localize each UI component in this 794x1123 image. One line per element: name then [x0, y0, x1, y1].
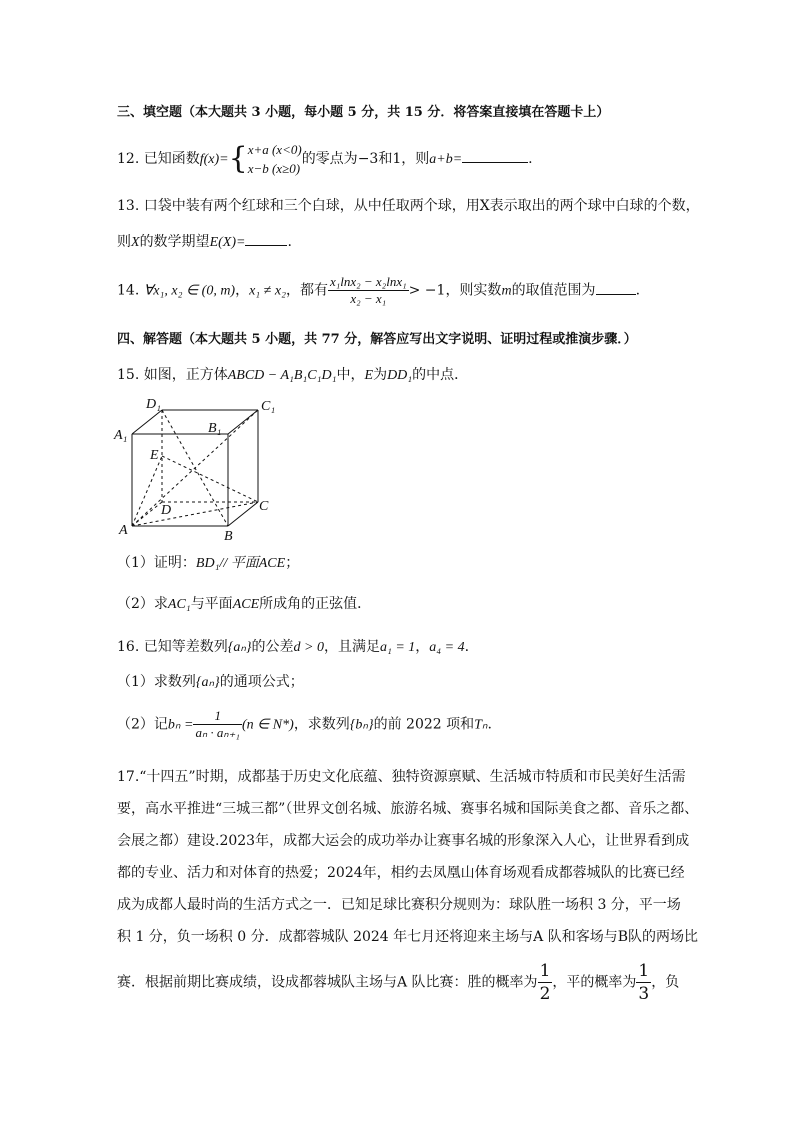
q14-forall: ∀x₁, x₂ ∈ (0, m) [143, 283, 236, 299]
q12-expr: a+b= [429, 152, 463, 167]
q17-fraction-2 [636, 960, 651, 1005]
q15-text-c: 为 [373, 367, 388, 383]
q17-f1-num: 1 [539, 961, 551, 981]
q15-number: 15. [117, 367, 140, 383]
q16-frac-num: 1 [193, 708, 242, 725]
q16-end: . [464, 639, 470, 655]
question-17-line-7 [117, 960, 679, 1006]
q15-text-a: 如图，正方体 [143, 367, 228, 383]
q17-fraction-1 [538, 960, 553, 1005]
q15-p2-a: （2）求 [117, 596, 168, 612]
brace-symbol: { [228, 141, 248, 176]
q15-p1-a: （1）证明： [117, 555, 196, 571]
q15-p1-b: BD₁// 平面 [195, 556, 259, 571]
q16-fraction [193, 708, 242, 741]
question-12 [117, 140, 533, 180]
q15-p2-c: 与平面 [190, 596, 233, 612]
q15-p1-c: ACE [258, 556, 286, 571]
q14-have: ，都有 [285, 282, 328, 299]
q14-m: m [501, 283, 512, 299]
question-13 [117, 196, 700, 216]
q12-then: ，则 [401, 151, 430, 167]
q17-number: 17. [117, 769, 140, 785]
q17-l7-a: 赛．根据前期比赛成绩，设成都蓉城队主场与A 队比赛：胜的概率为 [117, 974, 538, 991]
label-b1: B₁ [208, 421, 222, 436]
label-a1: A₁ [114, 428, 128, 443]
q12-number: 12. [117, 151, 140, 167]
section-4-title: 四、解答题（本大题共 5 小题，共 77 分，解答应写出文字说明、证明过程或推演步骤．） [117, 332, 637, 347]
q16-number: 16. [117, 639, 140, 655]
q14-comma: ， [235, 282, 250, 299]
question-17-line-3: 会展之都）建设.2023年，成都大运会的成功举办让赛事名城的形象深入人心，让世界看到成 [117, 833, 690, 849]
q16-p1-a: （1）求数列 [117, 674, 196, 690]
label-c: C [259, 499, 269, 514]
q12-fx: f(x)= [199, 152, 229, 167]
q16-seq: {aₙ} [227, 640, 252, 655]
q16-a: 已知等差数列 [143, 639, 228, 655]
q12-end: . [528, 151, 533, 167]
q16-a4: a₄ = 4 [429, 640, 465, 655]
q13-then: 则 [117, 234, 131, 250]
q17-l1: “十四五”时期，成都基于历史文化底蕴、独特资源禀赋、生活城市特质和市民美好生活需 [139, 769, 686, 785]
q15-dd1: DD₁ [387, 368, 413, 383]
q16-p1-b: 的通项公式； [219, 674, 304, 690]
q15-part-2 [117, 594, 371, 615]
q13-line-1: 口袋中装有两个红球和三个白球，从中任取两个球，用X表示取出的两个球中白球的个数， [143, 198, 700, 214]
q16-p2-t: Tₙ [474, 717, 488, 733]
q14-neq: x₁ ≠ x₂ [249, 283, 286, 299]
q16-comma: ， [415, 639, 430, 655]
q16-p2-bn: bₙ = [167, 717, 194, 733]
q13-expect: 的数学期望 [139, 234, 210, 250]
q17-l7-b: ，平的概率为 [552, 974, 637, 991]
q17-l7-c: ，负 [651, 974, 680, 991]
section-3-title: 三、填空题（本大题共 3 小题，每小题 5 分，共 15 分．将答案直接填在答题卡上） [117, 105, 610, 120]
q13-x: X [131, 235, 140, 250]
q12-and: 和 [378, 151, 393, 167]
label-a: A [119, 523, 128, 538]
q15-text-d: 的中点． [412, 367, 469, 383]
q14-frac-num: x₁lnx₂ − x₂lnx₁ [329, 274, 407, 289]
q16-p2-seq: {bₙ} [349, 717, 374, 733]
q16-p2-a: （2）记 [117, 716, 168, 733]
question-17-line-2: 要，高水平推进“三城三都”（世界文创名城、旅游名城、赛事名城和国际美食之都、音乐之都、 [117, 801, 699, 817]
q16-part-1 [117, 672, 304, 693]
q16-b: 的公差 [251, 639, 294, 655]
q17-f1-den: 2 [539, 984, 551, 1004]
q16-a1: a₁ = 1 [379, 640, 416, 655]
q12-zero-1: −3 [357, 151, 379, 167]
question-14 [117, 274, 640, 314]
question-17-line-4: 都的专业、活力和对体育的热爱；2024年，相约去凤凰山体育场观看成都蓉城队的比赛已经 [117, 865, 685, 881]
q13-answer-blank [245, 231, 287, 246]
question-16 [117, 637, 469, 658]
q15-cube: ABCD − A₁B₁C₁D₁ [227, 368, 337, 383]
q14-end: . [635, 282, 641, 299]
q14-real: ，则实数 [445, 282, 502, 299]
q13-number: 13. [117, 198, 140, 214]
q14-frac-den: x₂ − x₁ [350, 291, 387, 306]
q14-fraction [328, 274, 409, 307]
q14-range: 的取值范围为 [511, 282, 596, 299]
q17-f2-num: 1 [638, 961, 650, 981]
question-13-line-2 [117, 231, 292, 253]
q16-c: ，且满足 [323, 639, 380, 655]
q15-part-1 [117, 553, 299, 574]
q12-case-1: x+a (x<0) [247, 142, 302, 157]
q12-cases [248, 140, 302, 178]
q15-p1-d: ； [285, 555, 300, 571]
label-d1: D₁ [146, 397, 161, 412]
q15-text-b: 中， [336, 367, 365, 383]
q17-f2-den: 3 [638, 984, 650, 1004]
q13-end: . [287, 234, 292, 250]
question-17-line-5: 成为成都人最时尚的生活方式之一．已知足球比赛积分规则为：球队胜一场积 3 分，平一场 [117, 897, 681, 913]
label-e: E [150, 448, 159, 463]
q14-answer-blank [596, 280, 636, 295]
q12-case-2: x−b (x≥0) [247, 161, 301, 176]
q13-ex: E(X)= [209, 235, 246, 250]
q16-p2-c: 的前 2022 项和 [373, 716, 475, 733]
q15-p2-d: ACE [232, 597, 260, 612]
q16-p2-end: . [487, 716, 492, 733]
question-15 [117, 365, 468, 386]
q15-p2-b: AC₁ [167, 597, 191, 612]
cube-figure [112, 394, 282, 546]
question-17-line-6: 积 1 分，负一场积 0 分．成都蓉城队 2024 年七月还将迎来主场与A 队和客场与B队的两场比 [117, 929, 698, 945]
q14-gt: > −1 [408, 282, 446, 299]
label-c1: C₁ [261, 399, 276, 414]
q16-p1-seq: {aₙ} [195, 675, 220, 690]
q16-p2-b: ，求数列 [293, 716, 350, 733]
q12-text: 已知函数 [143, 151, 200, 167]
q16-p2-cond: (n ∈ N*) [241, 717, 294, 733]
q16-part-2 [117, 708, 492, 748]
q16-d: d > 0 [293, 640, 324, 655]
label-d: D [161, 503, 172, 518]
question-17-line-1 [117, 767, 686, 787]
label-b: B [224, 529, 233, 544]
q15-e: E [364, 368, 374, 383]
q16-frac-den: aₙ · aₙ₊₁ [195, 725, 240, 740]
q14-number: 14. [117, 282, 140, 299]
q12-answer-blank [462, 148, 528, 163]
q15-p2-e: 所成角的正弦值． [259, 596, 372, 612]
q12-zero-2: 1 [392, 151, 402, 167]
q12-text-zero: 的零点为 [301, 151, 358, 167]
